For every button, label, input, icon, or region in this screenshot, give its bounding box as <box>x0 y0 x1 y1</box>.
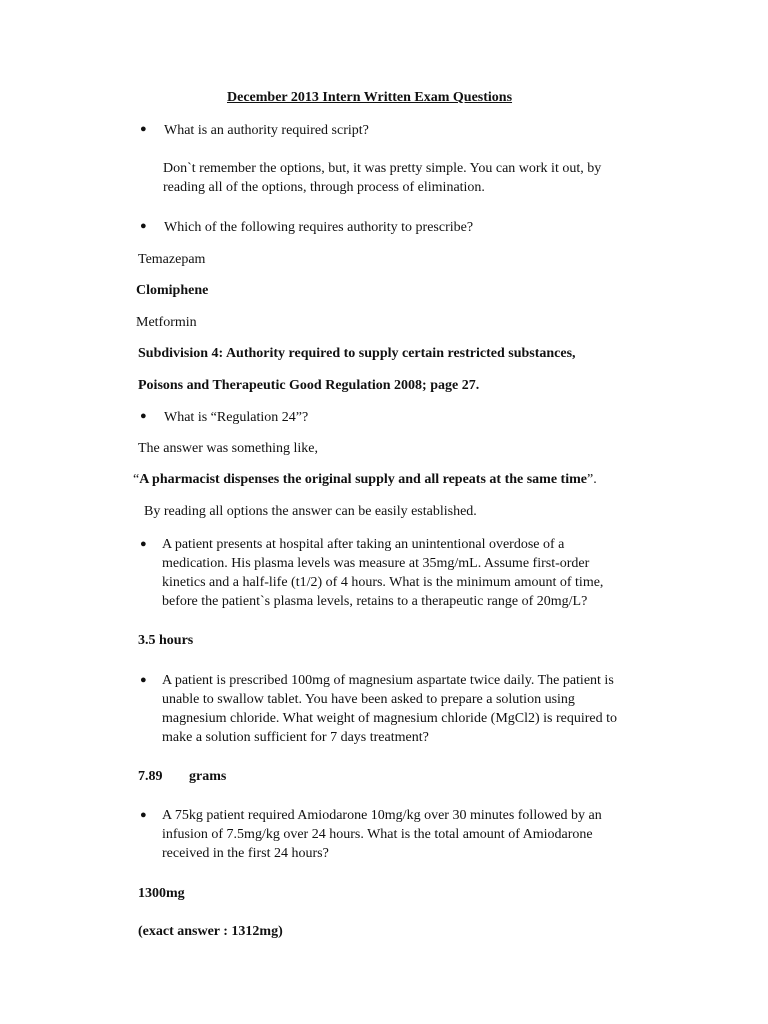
answer-1-line-1: Don`t remember the options, but, it was pretty simple. You can work it out, by <box>163 161 602 176</box>
option-clomiphene: Clomiphene <box>136 283 209 298</box>
question-6-line: A 75kg patient required Amiodarone 10mg/kg over 30 minutes followed by an <box>162 808 602 823</box>
page-title: December 2013 Intern Written Exam Questions <box>227 90 513 105</box>
question-5-line: A patient is prescribed 100mg of magnesium aspartate twice daily. The patient is <box>162 673 614 688</box>
answer-6: 1300mg <box>138 886 185 901</box>
answer-5-value: 7.89 <box>138 769 163 784</box>
answer-3-intro: The answer was something like, <box>138 441 319 456</box>
question-6-line: received in the first 24 hours? <box>162 846 329 861</box>
question-6 <box>162 806 682 863</box>
question-4-line: A patient presents at hospital after taking an unintentional overdose of a <box>162 537 565 552</box>
question-4-line: medication. His plasma levels was measure at 35mg/mL. Assume first-order <box>162 556 590 571</box>
question-4-line: kinetics and a half-life (t1/2) of 4 hours. What is the minimum amount of time, <box>162 575 604 590</box>
answer-6-exact: (exact answer : 1312mg) <box>138 924 283 939</box>
answer-3 <box>133 470 597 489</box>
question-2: Which of the following requires authority to prescribe? <box>164 220 474 235</box>
option-metformin: Metformin <box>136 315 197 330</box>
bullet-icon: ● <box>140 809 147 821</box>
answer-4: 3.5 hours <box>138 633 194 648</box>
bullet-icon: ● <box>140 538 147 550</box>
quote-close: ”. <box>586 472 597 487</box>
option-temazepam: Temazepam <box>138 252 206 267</box>
bullet-icon: ● <box>140 123 147 135</box>
reference-line-2: Poisons and Therapeutic Good Regulation 2008; page 27. <box>138 378 480 393</box>
answer-3-note: By reading all options the answer can be easily established. <box>144 504 477 519</box>
question-5-line: magnesium chloride. What weight of magnesium chloride (MgCl2) is required to <box>162 711 618 726</box>
reference-line-1: Subdivision 4: Authority required to supply certain restricted substances, <box>138 346 576 361</box>
question-5-line: make a solution sufficient for 7 days treatment? <box>162 730 429 745</box>
question-6-line: infusion of 7.5mg/kg over 24 hours. What is the total amount of Amiodarone <box>162 827 593 842</box>
question-4 <box>162 535 682 611</box>
question-4-line: before the patient`s plasma levels, retains to a therapeutic range of 20mg/L? <box>162 594 588 609</box>
bullet-icon: ● <box>140 220 147 232</box>
question-5-line: unable to swallow tablet. You have been asked to prepare a solution using <box>162 692 575 707</box>
bullet-icon: ● <box>140 410 147 422</box>
question-5 <box>162 671 682 747</box>
answer-1-line-2: reading all of the options, through process of elimination. <box>163 180 485 195</box>
question-3: What is “Regulation 24”? <box>164 410 309 425</box>
answer-5-unit: grams <box>189 769 227 784</box>
bullet-icon: ● <box>140 674 147 686</box>
question-1: What is an authority required script? <box>164 123 369 138</box>
answer-3-text: A pharmacist dispenses the original supply and all repeats at the same time <box>139 472 587 487</box>
quote-open: “ <box>133 472 140 487</box>
